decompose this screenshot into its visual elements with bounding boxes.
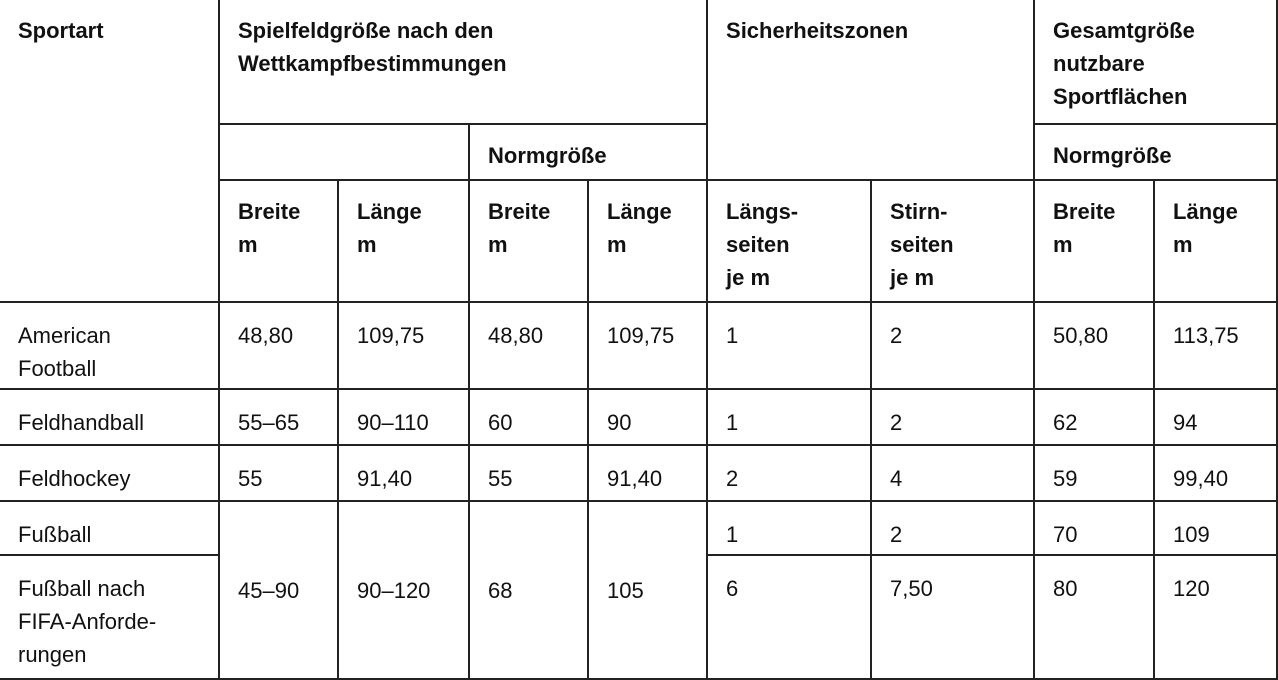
header-breite-norm: Breite m <box>469 180 588 302</box>
cell-norm-breite: 68 <box>469 501 588 679</box>
cell-laengsseiten: 1 <box>707 501 871 555</box>
header-sportart: Sportart <box>0 0 219 302</box>
cell-stirnseiten: 2 <box>871 302 1034 389</box>
cell-gesamt-breite: 80 <box>1034 555 1154 679</box>
header-stirnseiten: Stirn- seiten je m <box>871 180 1034 302</box>
cell-laengsseiten: 1 <box>707 389 871 445</box>
header-row-1 <box>0 0 1277 124</box>
cell-breite: 55–65 <box>219 389 338 445</box>
cell-norm-breite: 55 <box>469 445 588 501</box>
header-empty-cell <box>219 124 469 180</box>
header-normgroesse-spielfeld: Normgröße <box>469 124 707 180</box>
cell-laengsseiten: 2 <box>707 445 871 501</box>
cell-breite: 55 <box>219 445 338 501</box>
header-laenge-gesamt: Länge m <box>1154 180 1277 302</box>
cell-laengsseiten: 6 <box>707 555 871 679</box>
cell-gesamt-laenge: 120 <box>1154 555 1277 679</box>
table-row <box>0 445 1277 501</box>
cell-norm-laenge: 91,40 <box>588 445 707 501</box>
cell-gesamt-breite: 62 <box>1034 389 1154 445</box>
cell-norm-breite: 48,80 <box>469 302 588 389</box>
cell-norm-breite: 60 <box>469 389 588 445</box>
table-row <box>0 302 1277 389</box>
cell-laenge: 91,40 <box>338 445 469 501</box>
cell-stirnseiten: 4 <box>871 445 1034 501</box>
cell-laenge: 109,75 <box>338 302 469 389</box>
cell-sport: American Football <box>0 302 219 389</box>
cell-breite: 45–90 <box>219 501 338 679</box>
cell-gesamt-breite: 59 <box>1034 445 1154 501</box>
cell-sport: Feldhandball <box>0 389 219 445</box>
cell-sport: Fußball <box>0 501 219 555</box>
cell-stirnseiten: 2 <box>871 501 1034 555</box>
header-laenge-norm: Länge m <box>588 180 707 302</box>
header-normgroesse-gesamt: Normgröße <box>1034 124 1277 180</box>
cell-gesamt-laenge: 99,40 <box>1154 445 1277 501</box>
table-row <box>0 389 1277 445</box>
cell-gesamt-laenge: 109 <box>1154 501 1277 555</box>
cell-gesamt-laenge: 94 <box>1154 389 1277 445</box>
cell-sport: Feldhockey <box>0 445 219 501</box>
cell-norm-laenge: 90 <box>588 389 707 445</box>
cell-sport: Fußball nach FIFA-Anforde- rungen <box>0 555 219 679</box>
table-row <box>0 501 1277 555</box>
header-gesamtgroesse: Gesamtgröße nutzbare Sportflächen <box>1034 0 1277 124</box>
cell-laengsseiten: 1 <box>707 302 871 389</box>
header-breite-spielfeld: Breite m <box>219 180 338 302</box>
header-spielfeldgroesse: Spielfeldgröße nach den Wettkampfbestimmungen <box>219 0 707 124</box>
cell-laenge: 90–120 <box>338 501 469 679</box>
cell-stirnseiten: 2 <box>871 389 1034 445</box>
cell-norm-laenge: 109,75 <box>588 302 707 389</box>
cell-gesamt-breite: 70 <box>1034 501 1154 555</box>
cell-gesamt-breite: 50,80 <box>1034 302 1154 389</box>
cell-laenge: 90–110 <box>338 389 469 445</box>
header-laenge-spielfeld: Länge m <box>338 180 469 302</box>
header-sicherheitszonen: Sicherheitszonen <box>707 0 1034 180</box>
cell-gesamt-laenge: 113,75 <box>1154 302 1277 389</box>
header-breite-gesamt: Breite m <box>1034 180 1154 302</box>
cell-stirnseiten: 7,50 <box>871 555 1034 679</box>
cell-breite: 48,80 <box>219 302 338 389</box>
cell-norm-laenge: 105 <box>588 501 707 679</box>
header-laengsseiten: Längs- seiten je m <box>707 180 871 302</box>
